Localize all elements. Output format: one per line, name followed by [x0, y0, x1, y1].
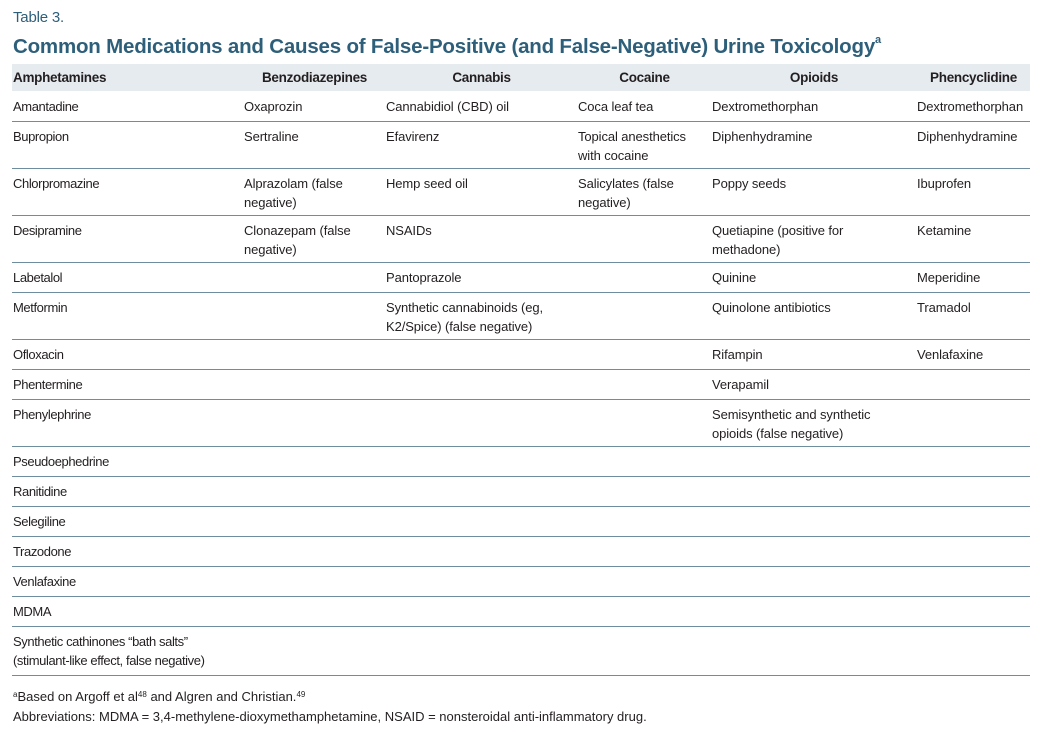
table-label: Table 3.	[13, 9, 64, 26]
table-cell	[577, 627, 711, 676]
table-cell: Oxaprozin	[243, 92, 385, 122]
table-cell	[577, 400, 711, 447]
table-row	[12, 216, 1030, 263]
table-cell: Diphenhydramine	[916, 122, 1030, 169]
table-cell: Synthetic cathinones “bath salts” (stimulant-like effect, false negative)	[12, 627, 243, 676]
table-row	[12, 370, 1030, 400]
table-cell	[385, 370, 577, 400]
table-row	[12, 447, 1030, 477]
table-cell	[385, 340, 577, 370]
table-cell	[385, 537, 577, 567]
table-cell: Ketamine	[916, 216, 1030, 263]
table-cell	[577, 567, 711, 597]
table-cell: Dextromethorphan	[916, 92, 1030, 122]
table-cell: Meperidine	[916, 263, 1030, 293]
table-cell	[243, 597, 385, 627]
table-cell: Alprazolam (false negative)	[243, 169, 385, 216]
table-cell	[243, 263, 385, 293]
table-row	[12, 263, 1030, 293]
table-cell: Ofloxacin	[12, 340, 243, 370]
footnote-text-1: Based on Argoff et al	[17, 689, 138, 704]
table-cell	[243, 293, 385, 340]
table-title	[13, 35, 881, 59]
column-header-cannabis: Cannabis	[385, 64, 577, 92]
table-cell	[711, 477, 916, 507]
table-cell: Topical anesthetics with cocaine	[577, 122, 711, 169]
table-cell	[243, 537, 385, 567]
table-row	[12, 507, 1030, 537]
table-cell	[577, 293, 711, 340]
table-row	[12, 92, 1030, 122]
column-header-phencyclidine: Phencyclidine	[916, 64, 1030, 92]
table-cell	[385, 627, 577, 676]
table-cell	[577, 263, 711, 293]
table-cell: MDMA	[12, 597, 243, 627]
table-cell	[243, 567, 385, 597]
table-cell: Metformin	[12, 293, 243, 340]
table-row	[12, 169, 1030, 216]
table-cell: Quinine	[711, 263, 916, 293]
table-cell	[577, 216, 711, 263]
table-body	[12, 92, 1030, 676]
table-cell: Desipramine	[12, 216, 243, 263]
header-row	[12, 64, 1030, 92]
table-cell: Phenylephrine	[12, 400, 243, 447]
table-row	[12, 293, 1030, 340]
abbreviations-note: Abbreviations: MDMA = 3,4-methylene-dioxymethamphetamine, NSAID = nonsteroidal anti-inflammatory drug.	[13, 709, 647, 724]
footnote-marker: a	[13, 690, 18, 699]
table-row	[12, 477, 1030, 507]
table-cell	[243, 370, 385, 400]
table-cell	[711, 537, 916, 567]
column-header-amphetamines: Amphetamines	[12, 64, 243, 92]
footnote-ref-2: 49	[296, 690, 306, 699]
table-cell	[243, 507, 385, 537]
table-cell	[243, 447, 385, 477]
table-row	[12, 122, 1030, 169]
table-cell	[243, 340, 385, 370]
table-cell: Selegiline	[12, 507, 243, 537]
table-cell	[577, 447, 711, 477]
footnote-ref-1: 48	[137, 690, 147, 699]
table-cell	[916, 400, 1030, 447]
table-cell	[711, 627, 916, 676]
table-cell	[916, 447, 1030, 477]
table-cell: Tramadol	[916, 293, 1030, 340]
table-cell: Sertraline	[243, 122, 385, 169]
table-cell	[577, 597, 711, 627]
table-cell	[577, 340, 711, 370]
column-header-opioids: Opioids	[711, 64, 916, 92]
table-cell	[577, 507, 711, 537]
table-cell	[577, 370, 711, 400]
table-cell: Venlafaxine	[916, 340, 1030, 370]
table-cell	[711, 507, 916, 537]
table-cell: Amantadine	[12, 92, 243, 122]
table-cell	[711, 447, 916, 477]
table-cell	[385, 477, 577, 507]
footnote-text-2: and Algren and Christian.	[146, 689, 297, 704]
table-cell	[243, 477, 385, 507]
table-cell: Trazodone	[12, 537, 243, 567]
toxicology-table	[12, 64, 1030, 676]
source-footnote	[13, 687, 647, 707]
table-cell: Ranitidine	[12, 477, 243, 507]
table-cell	[385, 567, 577, 597]
table-cell: Venlafaxine	[12, 567, 243, 597]
table-cell: Verapamil	[711, 370, 916, 400]
table-cell	[916, 567, 1030, 597]
table-cell: Chlorpromazine	[12, 169, 243, 216]
table-cell: Quetiapine (positive for methadone)	[711, 216, 916, 263]
table-cell: Ibuprofen	[916, 169, 1030, 216]
table-cell	[711, 597, 916, 627]
table-cell: Quinolone antibiotics	[711, 293, 916, 340]
table-cell: Phentermine	[12, 370, 243, 400]
table-cell: Poppy seeds	[711, 169, 916, 216]
table-cell	[385, 597, 577, 627]
table-cell: NSAIDs	[385, 216, 577, 263]
table-header	[12, 64, 1030, 92]
table-cell	[916, 537, 1030, 567]
table-cell: Clonazepam (false negative)	[243, 216, 385, 263]
table-cell	[916, 597, 1030, 627]
table-row	[12, 400, 1030, 447]
table-cell	[916, 507, 1030, 537]
table-title-text: Common Medications and Causes of False-Positive (and False-Negative) Urine Toxicology	[13, 35, 876, 58]
table-cell: Labetalol	[12, 263, 243, 293]
table-cell: Cannabidiol (CBD) oil	[385, 92, 577, 122]
table-cell	[916, 627, 1030, 676]
footnotes	[13, 687, 647, 727]
table-cell	[385, 400, 577, 447]
table-cell	[243, 627, 385, 676]
table-row	[12, 627, 1030, 676]
table-cell: Bupropion	[12, 122, 243, 169]
title-footnote-marker: a	[875, 34, 881, 46]
table-cell: Pantoprazole	[385, 263, 577, 293]
table-cell: Coca leaf tea	[577, 92, 711, 122]
table-cell	[577, 477, 711, 507]
table-cell: Salicylates (false negative)	[577, 169, 711, 216]
table-cell	[711, 567, 916, 597]
table-cell	[916, 477, 1030, 507]
table-row	[12, 537, 1030, 567]
column-header-cocaine: Cocaine	[577, 64, 711, 92]
table-cell: Dextromethorphan	[711, 92, 916, 122]
table-cell: Efavirenz	[385, 122, 577, 169]
table-row	[12, 340, 1030, 370]
table-cell	[243, 400, 385, 447]
table-cell: Diphenhydramine	[711, 122, 916, 169]
table-row	[12, 567, 1030, 597]
table-cell	[916, 370, 1030, 400]
table-cell: Hemp seed oil	[385, 169, 577, 216]
table-cell: Semisynthetic and synthetic opioids (false negative)	[711, 400, 916, 447]
table-cell	[385, 447, 577, 477]
table-cell: Synthetic cannabinoids (eg, K2/Spice) (false negative)	[385, 293, 577, 340]
table-cell	[385, 507, 577, 537]
column-header-benzodiazepines: Benzodiazepines	[243, 64, 385, 92]
table-cell	[577, 537, 711, 567]
table-cell: Pseudoephedrine	[12, 447, 243, 477]
table-cell: Rifampin	[711, 340, 916, 370]
table-row	[12, 597, 1030, 627]
